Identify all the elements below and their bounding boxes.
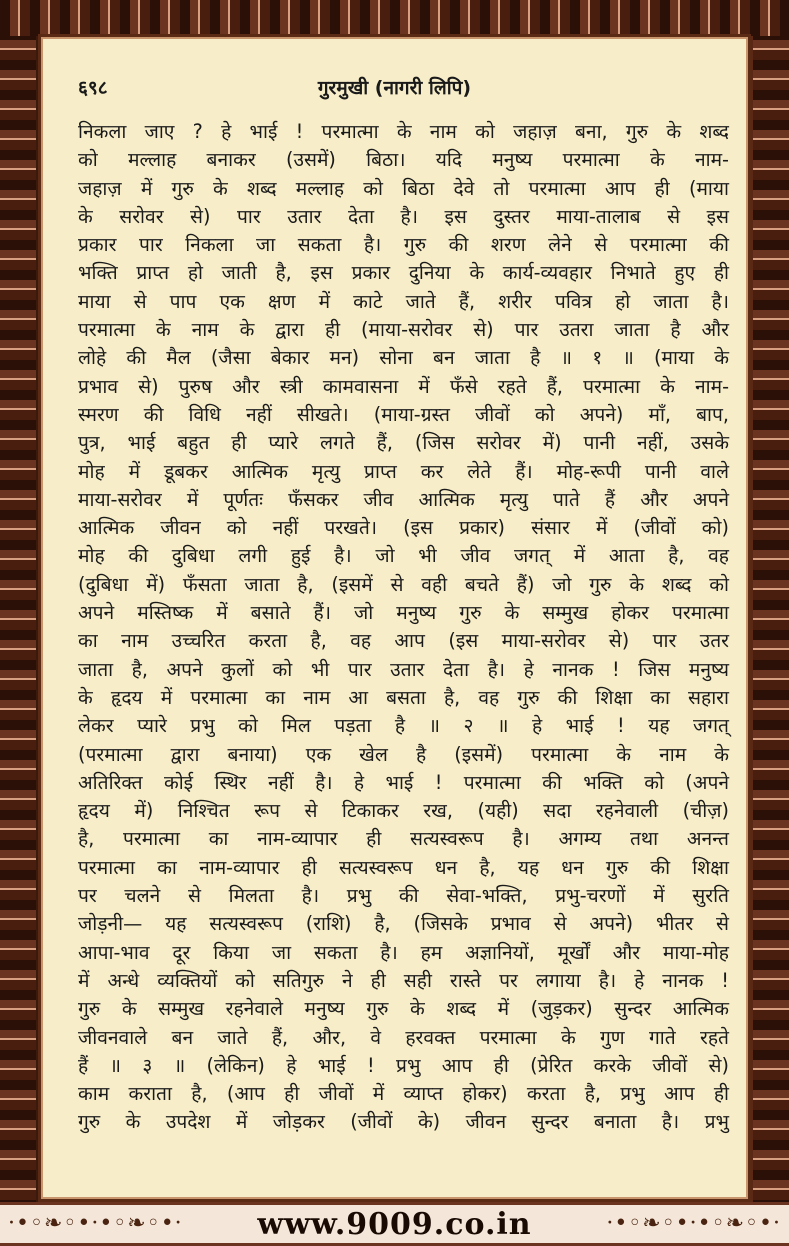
text-line: अतिरिक्त कोई स्थिर नहीं है। हे भाई ! परमात्मा की भक्ति को (अपने	[78, 770, 729, 794]
text-line: हृदय में) निश्चित रूप से टिकाकर रख, (यही) सदा रहनेवाली (चीज़)	[78, 799, 729, 823]
text-line: हैं ॥ ३ ॥ (लेकिन) हे भाई ! प्रभु आप ही (प्रेरित करके जीवों से)	[78, 1053, 729, 1077]
text-line: है, परमात्मा का नाम-व्यापार ही सत्यस्वरूप है। अगम्य तथा अनन्त	[78, 827, 729, 851]
website-url: www.9009.co.in	[257, 1207, 532, 1242]
text-line: को मल्लाह बनाकर (उसमें) बिठा। यदि मनुष्य परमात्मा के नाम-	[78, 148, 729, 172]
text-line: आपा-भाव दूर किया जा सकता है। हम अज्ञानियों, मूर्खों और माया-मोह	[78, 940, 729, 964]
text-line: जाता है, अपने कुलों को भी पार उतार देता है। हे नानक ! जिस मनुष्य	[78, 657, 729, 681]
text-line: का नाम उच्चरित करता है, वह आप (इस माया-सरोवर से) पार उतर	[78, 629, 729, 653]
text-line: मोह की दुबिधा लगी हुई है। जो भी जीव जगत् में आता है, वह	[78, 544, 729, 568]
text-line: आत्मिक जीवन को नहीं परखते। (इस प्रकार) संसार में (जीवों को)	[78, 516, 729, 540]
body-text	[78, 118, 729, 1137]
text-line: (परमात्मा द्वारा बनाया) एक खेल है (इसमें) परमात्मा के नाम के	[78, 742, 729, 766]
footer-band	[0, 1202, 789, 1246]
text-line: मोह में डूबकर आत्मिक मृत्यु प्राप्त कर लेते हैं। मोह-रूपी पानी वाले	[78, 459, 729, 483]
text-line: पर चलने से मिलता है। प्रभु की सेवा-भक्ति, प्रभु-चरणों में सुरति	[78, 884, 729, 908]
text-line: परमात्मा का नाम-व्यापार ही सत्यस्वरूप धन है, यह धन गुरु की शिक्षा	[78, 855, 729, 879]
text-line: गुरु के सम्मुख रहनेवाले मनुष्य गुरु के शब्द में (जुड़कर) सुन्दर आत्मिक	[78, 997, 729, 1021]
frame-right-border	[753, 30, 789, 1206]
page-number: ६९८	[78, 77, 108, 99]
text-line: में अन्धे व्यक्तियों को सतिगुरु ने ही सही रास्ते पर लगाया है। हे नानक !	[78, 968, 729, 992]
text-line: अपने मस्तिष्क में बसाते हैं। जो मनुष्य गुरु के सम्मुख होकर परमात्मा	[78, 601, 729, 625]
left-ornament-icon: ·•◦❧◦•·•◦❧◦•·	[8, 1211, 183, 1236]
text-line: जोड़नी— यह सत्यस्वरूप (राशि) है, (जिसके प्रभाव से अपने) भीतर से	[78, 912, 729, 936]
page-header	[78, 74, 729, 100]
text-line: प्रकार पार निकला जा सकता है। गुरु की शरण लेने से परमात्मा की	[78, 233, 729, 257]
text-line: के सरोवर से) पार उतार देता है। इस दुस्तर माया-तालाब से इस	[78, 204, 729, 228]
frame-top-border	[0, 0, 789, 36]
page-sheet	[38, 34, 751, 1202]
text-line: लेकर प्यारे प्रभु को मिल पड़ता है ॥ २ ॥ हे भाई ! यह जगत्	[78, 714, 729, 738]
text-line: जहाज़ में गुरु के शब्द मल्लाह को बिठा देवे तो परमात्मा आप ही (माया	[78, 176, 729, 200]
text-line: भक्ति प्राप्त हो जाती है, इस प्रकार दुनिया के कार्य-व्यवहार निभाते हुए ही	[78, 261, 729, 285]
text-line: स्मरण की विधि नहीं सीखते। (माया-ग्रस्त जीवों को अपने) माँ, बाप,	[78, 402, 729, 426]
text-line: काम कराता है, (आप ही जीवों में व्याप्त होकर) करता है, प्रभु आप ही	[78, 1082, 729, 1106]
text-line: प्रभाव से) पुरुष और स्त्री कामवासना में फँसे रहते हैं, परमात्मा के नाम-	[78, 374, 729, 398]
text-line: (दुबिधा में) फँसता जाता है, (इसमें से वही बचते हैं) जो गुरु के शब्द को	[78, 572, 729, 596]
text-line: निकला जाए ? हे भाई ! परमात्मा के नाम को जहाज़ बना, गुरु के शब्द	[78, 120, 729, 143]
text-line: पुत्र, भाई बहुत ही प्यारे लगते हैं, (जिस सरोवर में) पानी नहीं, उसके	[78, 431, 729, 455]
text-line: गुरु के उपदेश में जोड़कर (जीवों के) जीवन सुन्दर बनाता है। प्रभु	[78, 1110, 729, 1134]
right-ornament-icon: ·•◦❧◦•·•◦❧◦•·	[606, 1211, 781, 1236]
text-line: जीवनवाले बन जाते हैं, और, वे हरवक्त परमात्मा के गुण गाते रहते	[78, 1025, 729, 1049]
text-line: लोहे की मैल (जैसा बेकार मन) सोना बन जाता है ॥ १ ॥ (माया के	[78, 346, 729, 370]
text-line: परमात्मा के नाम के द्वारा ही (माया-सरोवर से) पार उतरा जाता है और	[78, 318, 729, 342]
text-line: के हृदय में परमात्मा का नाम आ बसता है, वह गुरु की शिक्षा का सहारा	[78, 685, 729, 709]
text-line: माया से पाप एक क्षण में काटे जाते हैं, शरीर पवित्र हो जाता है।	[78, 289, 729, 313]
page-title: गुरमुखी (नागरी लिपि)	[317, 77, 472, 99]
text-line: माया-सरोवर में पूर्णतः फँसकर जीव आत्मिक मृत्यु पाते हैं और अपने	[78, 487, 729, 511]
frame-left-border	[0, 30, 36, 1206]
